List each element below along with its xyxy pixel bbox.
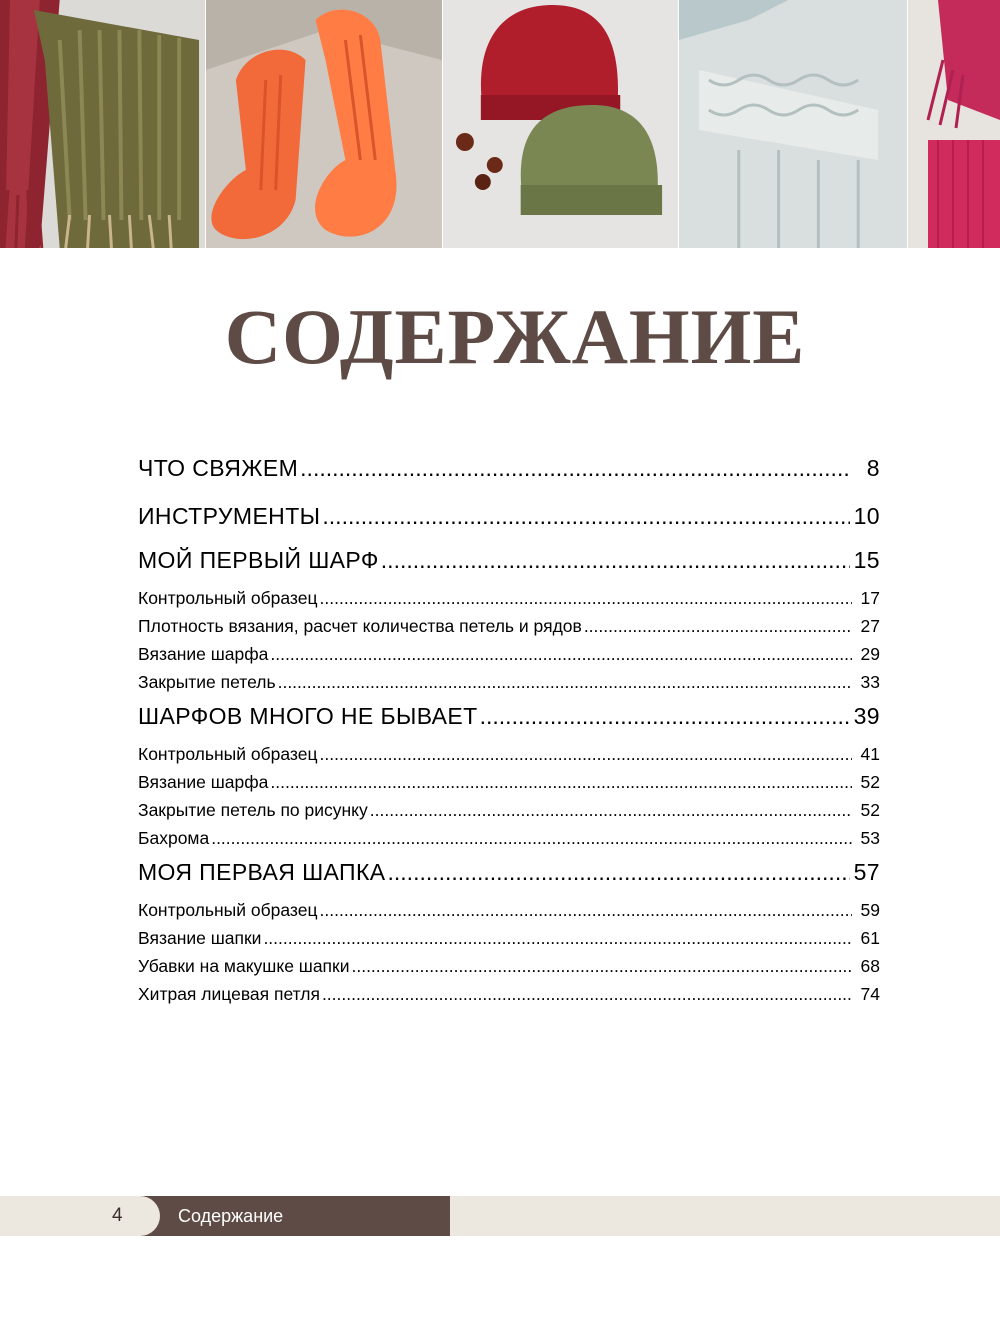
dot-leader — [584, 612, 852, 640]
toc-section-row[interactable] — [138, 952, 880, 980]
page-title: СОДЕРЖАНИЕ — [224, 293, 806, 380]
toc-entry-label: Контрольный образец — [138, 900, 318, 920]
dot-leader — [320, 896, 852, 924]
toc-section-row[interactable] — [138, 640, 880, 668]
toc-entry-label: ЧТО СВЯЖЕМ — [138, 455, 299, 481]
toc-page-number: 53 — [860, 828, 880, 848]
photo-strip — [0, 0, 1000, 248]
dot-leader — [320, 584, 852, 612]
footer-page-tab — [0, 1196, 160, 1236]
toc-entry-label: Убавки на макушке шапки — [138, 956, 350, 976]
table-of-contents — [138, 448, 880, 1008]
toc-entry-label: Вязание шапки — [138, 928, 262, 948]
toc-section-row[interactable] — [138, 584, 880, 612]
toc-page-number: 17 — [860, 588, 880, 608]
dot-leader — [322, 496, 850, 536]
page-number: 4 — [112, 1205, 123, 1226]
dot-leader — [480, 696, 850, 736]
dot-leader — [322, 980, 852, 1008]
toc-entry-label: Контрольный образец — [138, 588, 318, 608]
toc-section-row[interactable] — [138, 980, 880, 1008]
toc-page-number: 74 — [860, 984, 880, 1004]
toc-section-row[interactable] — [138, 896, 880, 924]
dot-leader — [320, 740, 852, 768]
toc-chapter-row[interactable] — [138, 540, 880, 584]
toc-section-row[interactable] — [138, 740, 880, 768]
hats-photo — [443, 0, 679, 248]
toc-page-number: 27 — [860, 616, 880, 636]
socks-photo — [206, 0, 443, 248]
toc-entry-label: ИНСТРУМЕНТЫ — [138, 503, 321, 529]
toc-chapter-row[interactable] — [138, 448, 880, 496]
toc-page-number: 68 — [860, 956, 880, 976]
toc-entry-label: ШАРФОВ МНОГО НЕ БЫВАЕТ — [138, 703, 478, 729]
toc-page-number: 57 — [853, 859, 880, 885]
toc-entry-label: Вязание шарфа — [138, 772, 269, 792]
toc-section-row[interactable] — [138, 924, 880, 952]
toc-chapter-row[interactable] — [138, 496, 880, 540]
dot-leader — [388, 852, 850, 892]
toc-entry-label: Вязание шарфа — [138, 644, 269, 664]
toc-page-number: 41 — [860, 744, 880, 764]
toc-section-row[interactable] — [138, 768, 880, 796]
toc-entry-label: МОЯ ПЕРВАЯ ШАПКА — [138, 859, 386, 885]
toc-page-number: 39 — [853, 703, 880, 729]
dot-leader — [351, 952, 852, 980]
dot-leader — [270, 640, 852, 668]
toc-entry-label: Закрытие петель — [138, 672, 276, 692]
footer-section-title: Содержание — [178, 1206, 284, 1226]
toc-page-number: 15 — [853, 547, 880, 573]
toc-section-row[interactable] — [138, 824, 880, 852]
toc-chapter-row[interactable] — [138, 852, 880, 896]
dot-leader — [263, 924, 852, 952]
toc-page-number: 61 — [860, 928, 880, 948]
toc-entry-label: Хитрая лицевая петля — [138, 984, 320, 1004]
dot-leader — [370, 796, 852, 824]
toc-section-row[interactable] — [138, 612, 880, 640]
dot-leader — [300, 448, 850, 488]
dot-leader — [211, 824, 852, 852]
toc-page-number: 33 — [860, 672, 880, 692]
toc-entry-label: Бахрома — [138, 828, 210, 848]
toc-entry-label: Плотность вязания, расчет количества петель и рядов — [138, 616, 582, 636]
magenta-scarf-photo — [908, 0, 1000, 248]
toc-section-row[interactable] — [138, 796, 880, 824]
toc-entry-label: МОЙ ПЕРВЫЙ ШАРФ — [138, 547, 379, 573]
dot-leader — [270, 768, 852, 796]
toc-section-row[interactable] — [138, 668, 880, 696]
toc-page-number: 52 — [860, 772, 880, 792]
scarf-photo — [0, 0, 206, 248]
sweater-photo — [679, 0, 908, 248]
toc-entry-label: Контрольный образец — [138, 744, 318, 764]
toc-entry-label: Закрытие петель по рисунку — [138, 800, 368, 820]
toc-page-number: 59 — [860, 900, 880, 920]
toc-page-number: 10 — [853, 503, 880, 529]
toc-page-number: 8 — [866, 455, 880, 481]
dot-leader — [278, 668, 852, 696]
toc-chapter-row[interactable] — [138, 696, 880, 740]
toc-page-number: 29 — [860, 644, 880, 664]
toc-page-number: 52 — [860, 800, 880, 820]
dot-leader — [381, 540, 850, 580]
